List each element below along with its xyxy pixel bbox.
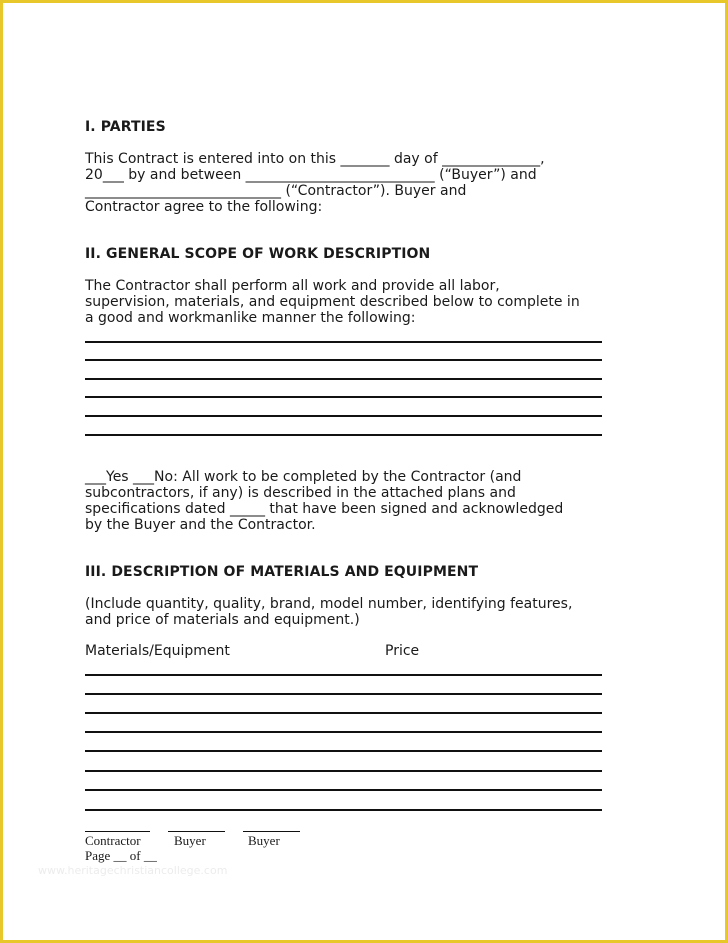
materials-write-line[interactable] [85,693,602,695]
parties-line: Contractor agree to the following: [85,199,323,215]
materials-write-line[interactable] [85,809,602,811]
contractor-initial-label: Contractor [85,833,141,848]
scope-write-line[interactable] [85,359,602,361]
buyer-initial-label: Buyer [248,833,280,848]
yes-no-line: by the Buyer and the Contractor. [85,517,316,533]
materials-line: and price of materials and equipment.) [85,612,360,628]
parties-line: ____________________________ (“Contractor”). Buyer and [85,183,467,199]
scope-write-line[interactable] [85,396,602,398]
section-scope-text [85,278,580,326]
materials-column-header: Materials/Equipment [85,643,230,659]
price-column-header: Price [385,643,420,659]
buyer-initial-line[interactable] [168,831,225,832]
scope-write-line[interactable] [85,341,602,343]
watermark: www.heritagechristiancollege.com [38,864,228,877]
buyer-initial-line[interactable] [243,831,300,832]
materials-write-line[interactable] [85,712,602,714]
materials-write-line[interactable] [85,731,602,733]
scope-write-line[interactable] [85,415,602,417]
yes-no-line: specifications dated _____ that have been signed and acknowledged [85,501,564,517]
parties-line: 20___ by and between ___________________________ (“Buyer”) and [85,167,537,183]
section-materials-text [85,596,572,628]
parties-line: This Contract is entered into on this _______ day of ______________, [85,151,545,167]
section-materials-heading: III. DESCRIPTION OF MATERIALS AND EQUIPMENT [85,564,479,580]
page-number: Page __ of __ [85,848,157,863]
buyer-initial-label: Buyer [174,833,206,848]
section-parties-text [85,151,545,215]
materials-write-line[interactable] [85,674,602,676]
scope-line: supervision, materials, and equipment described below to complete in [85,294,580,310]
scope-line: a good and workmanlike manner the following: [85,310,416,326]
materials-write-line[interactable] [85,770,602,772]
yes-no-clause [85,469,563,533]
materials-line: (Include quantity, quality, brand, model number, identifying features, [85,596,573,612]
scope-write-line[interactable] [85,434,602,436]
materials-write-line[interactable] [85,750,602,752]
materials-write-line[interactable] [85,789,602,791]
contractor-initial-line[interactable] [85,831,150,832]
scope-write-line[interactable] [85,378,602,380]
section-scope-heading: II. GENERAL SCOPE OF WORK DESCRIPTION [85,246,431,262]
yes-no-line: ___Yes ___No: All work to be completed by the Contractor (and [85,469,522,485]
yes-no-line: subcontractors, if any) is described in the attached plans and [85,485,516,501]
section-parties-heading: I. PARTIES [85,119,166,135]
scope-line: The Contractor shall perform all work and provide all labor, [85,278,500,294]
